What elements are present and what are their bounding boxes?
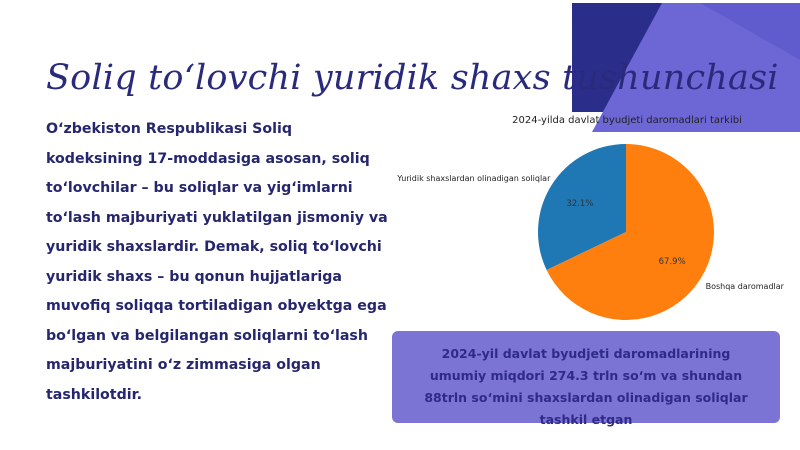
note-text: 2024-yil davlat byudjeti daromadlarining umumiy miqdori 274.3 trln so‘m va shundan 88trln so‘mini shaxslardan olinadigan soliqlar tashkil etgan bbox=[424, 346, 748, 427]
chart-title: 2024-yilda davlat byudjeti daromadlari tarkibi bbox=[512, 115, 742, 126]
slide-title: Soliq to‘lovchi yuridik shaxs tushunchasi bbox=[46, 58, 779, 98]
pie-slice-value-label: 32.1% bbox=[566, 198, 594, 209]
note-box bbox=[392, 331, 780, 427]
pie-slice-category-label: Boshqa daromadlar bbox=[705, 281, 784, 291]
pie-slice-value-label: 67.9% bbox=[658, 257, 686, 268]
body-text: O‘zbekiston Respublikasi Soliq kodeksining 17-moddasiga asosan, soliq to‘lovchilar – bu soliqlar va yig‘imlarni to‘lash majburiyati yuklatilgan jismoniy va yuridik shaxslardir. Demak, soliq to‘lovchi yuridik shaxs – bu qonun hujjatlariga muvofiq soliqqa tortiladigan obyektga ega bo‘lgan va belgilangan soliqlarni to‘lash majburiyatini o‘z zimmasiga olgan tashkilotdir. bbox=[46, 121, 388, 403]
pie-chart bbox=[380, 130, 800, 330]
pie-slice-category-label: Yuridik shaxslardan olinadigan soliqlar bbox=[397, 174, 551, 184]
